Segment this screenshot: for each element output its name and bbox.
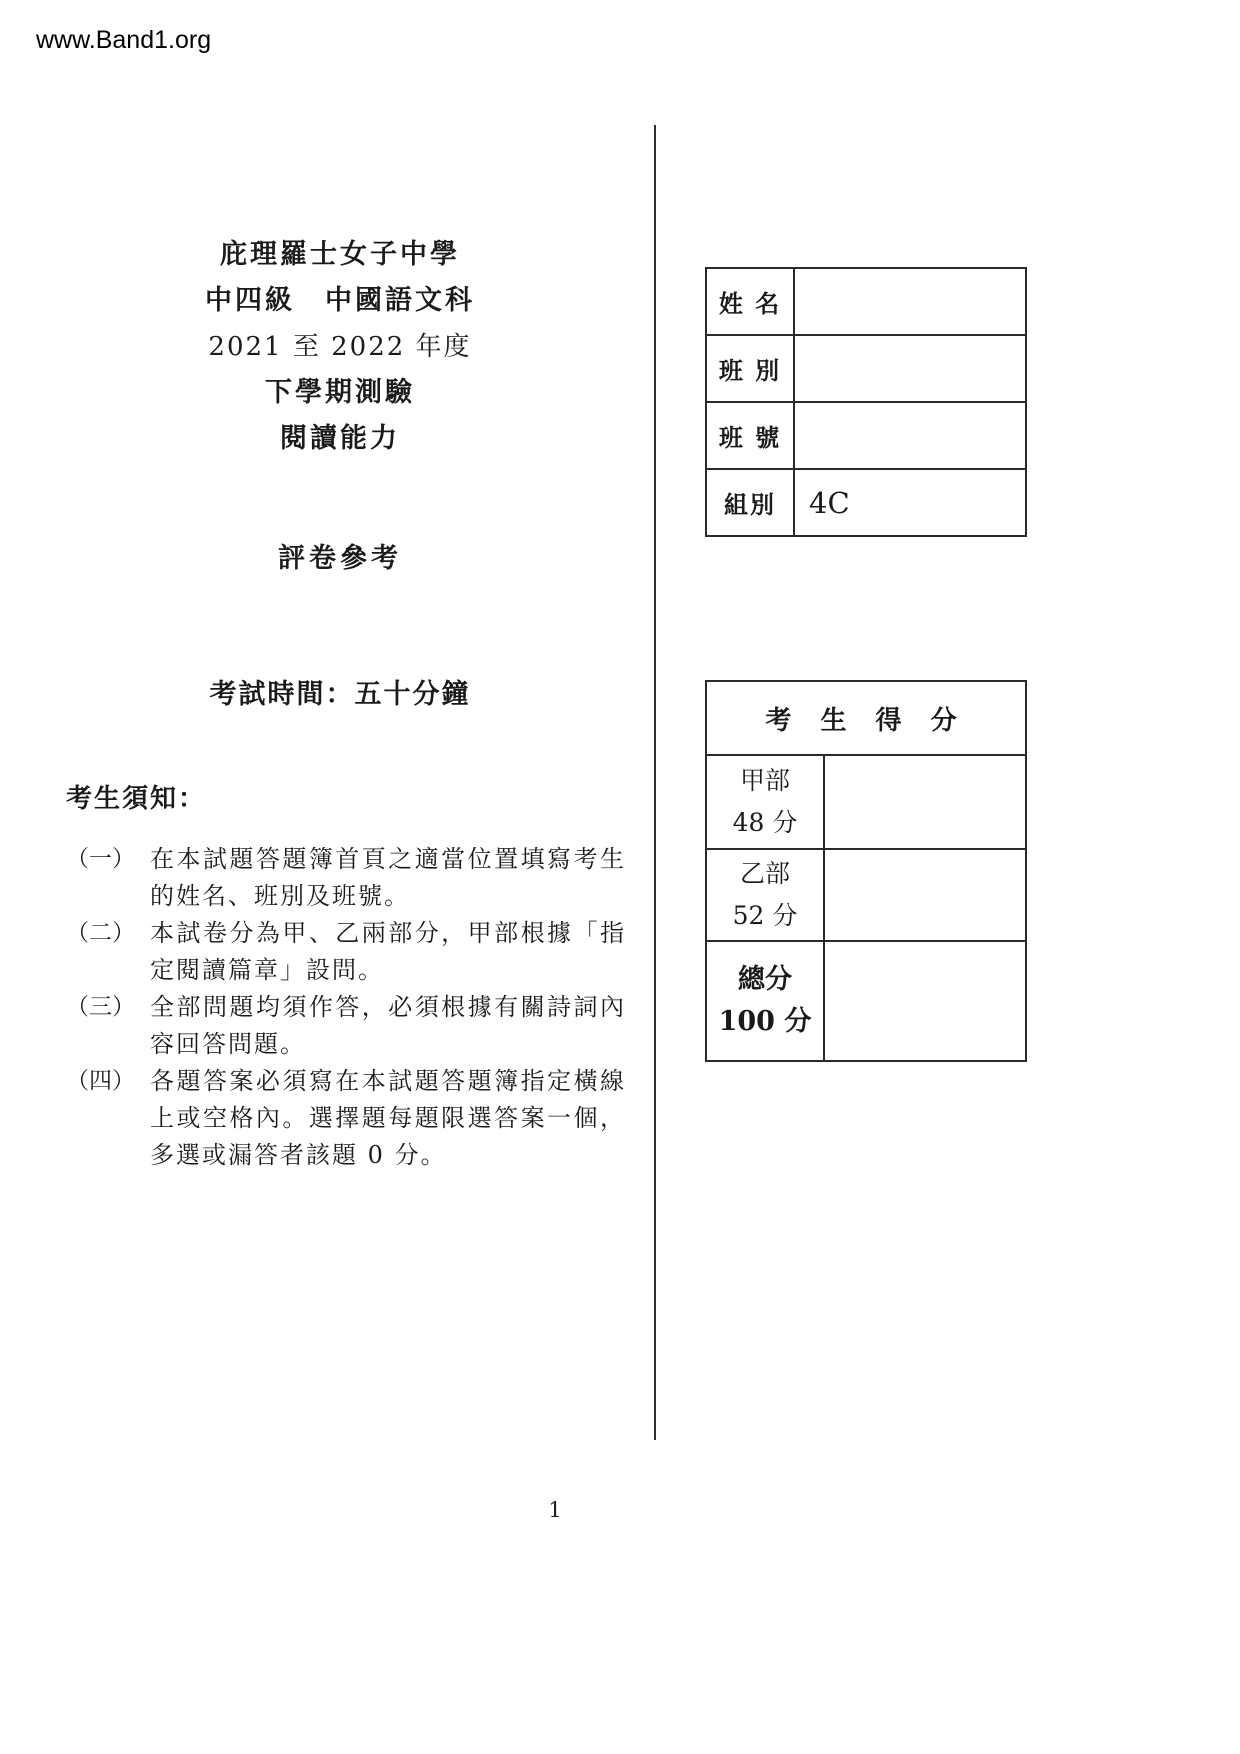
info-value-classno [794,402,1026,469]
class-and-subject: 中四級 中國語文科 [205,285,475,316]
info-value-group: 4C [794,469,1026,536]
score-table-title: 考 生 得 分 [706,681,1026,755]
title-block [140,232,540,462]
score-label-part-a [706,755,824,849]
candidate-notes [66,778,626,1174]
score-label-line2: 48 分 [732,808,798,837]
info-value-class [794,335,1026,402]
table-row [706,941,1026,1061]
site-watermark: www.Band1.org [36,26,212,54]
score-label-line2: 100 分 [718,1006,812,1037]
table-row [706,402,1026,469]
info-value-name [794,268,1026,335]
academic-year: 2021 至 2022 年度 [208,332,472,362]
note-item-4 [66,1063,626,1174]
note-number: （三） [66,994,135,1020]
info-label-classno: 班 號 [706,402,794,469]
note-number: （一） [66,846,135,872]
score-value-part-a [824,755,1026,849]
note-number: （二） [66,920,135,946]
note-item-1 [66,841,626,915]
marking-reference-title: 評卷參考 [278,543,402,574]
table-row [706,849,1026,941]
info-label-group: 組別 [706,469,794,536]
page-number: 1 [548,1498,562,1522]
info-label-class: 班 別 [706,335,794,402]
score-table [705,680,1027,1062]
score-label-line1: 總分 [738,964,792,995]
term-title: 下學期測驗 [265,377,415,408]
score-label-line1: 乙部 [739,859,790,888]
note-item-2 [66,915,626,989]
score-label-total [706,941,824,1061]
note-item-3 [66,989,626,1063]
score-label-line2: 52 分 [732,901,798,930]
note-text: 全部問題均須作答，必須根據有關詩詞內容回答問題。 [150,993,626,1058]
score-value-total [824,941,1026,1061]
table-row [706,755,1026,849]
score-label-line1: 甲部 [739,766,790,795]
info-label-name: 姓 名 [706,268,794,335]
school-name: 庇理羅士女子中學 [220,239,460,270]
paper-title: 閱讀能力 [280,423,400,454]
table-row [706,469,1026,536]
score-value-part-b [824,849,1026,941]
note-text: 本試卷分為甲、乙兩部分，甲部根據「指定閱讀篇章」設問。 [150,919,626,984]
score-label-part-b [706,849,824,941]
notes-title: 考生須知： [66,784,207,814]
note-text: 各題答案必須寫在本試題答題簿指定橫線上或空格內。選擇題每題限選答案一個，多選或漏答者該題 0 分。 [150,1067,626,1169]
student-info-table [705,267,1027,537]
exam-duration: 考試時間：五十分鐘 [209,679,471,710]
note-number: （四） [66,1068,135,1094]
vertical-divider [654,125,656,1440]
table-row [706,268,1026,335]
note-text: 在本試題答題簿首頁之適當位置填寫考生的姓名、班別及班號。 [150,845,626,910]
table-row [706,681,1026,755]
table-row [706,335,1026,402]
